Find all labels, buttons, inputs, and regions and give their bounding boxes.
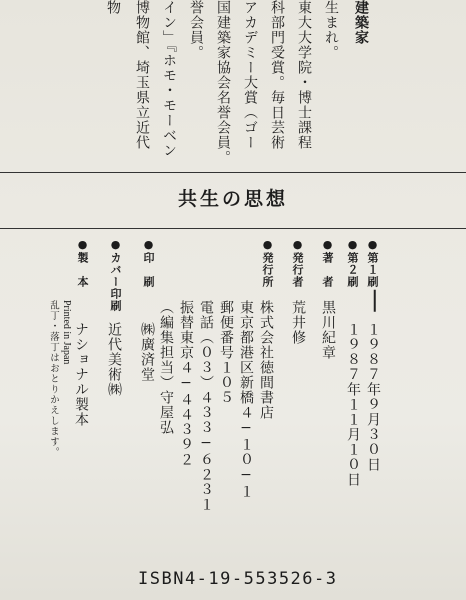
isbn: ISBN4-19-553526-3	[138, 569, 338, 589]
postal-code: 郵便番号１０５	[218, 300, 234, 405]
printed-in-japan: Printed in Japan	[61, 300, 72, 365]
editor: （編集担当）守屋弘	[158, 300, 174, 435]
printer-label: ●印 刷	[142, 238, 155, 288]
bio-line-9: 物	[105, 0, 121, 15]
second-print-label: ●第２刷	[346, 238, 359, 288]
binding-label: ●製 本	[76, 238, 89, 288]
first-print-date: １９８７年９月３０日	[365, 322, 381, 472]
bio-line-2: 東大大学院・博士課程	[296, 0, 312, 150]
divider-top	[0, 172, 466, 173]
transfer-account: 振替東京４−４４３９２	[178, 300, 194, 467]
publisher-label: ●発行者	[291, 238, 304, 288]
bio-line-1: 生まれ。	[323, 0, 339, 60]
author-name: 黒川紀章	[320, 300, 336, 360]
cover-print-label: ●カバー印刷	[109, 238, 122, 312]
publisher-name: 荒井修	[290, 300, 306, 345]
divider-bottom	[0, 228, 466, 229]
book-title: 共生の思想	[177, 188, 288, 210]
author-label: ●著 者	[321, 238, 334, 288]
cover-print-name: 近代美術㈱	[106, 322, 122, 397]
bio-line-8: 博物館、埼玉県立近代	[134, 0, 150, 150]
publishing-house-label: ●発行所	[261, 238, 274, 288]
bio-line-7: イン」『ホモ・モーベン	[161, 0, 177, 158]
phone: 電話（０３）４３３−６２３１	[198, 300, 214, 512]
second-print-date: １９８７年１１月１０日	[345, 322, 361, 487]
printer-name: ㈱廣済堂	[139, 322, 155, 382]
misprint-note: 乱丁・落丁はおとりかえします。	[48, 300, 59, 458]
bio-heading: 建築家	[353, 0, 369, 45]
first-print-label: ●第１刷	[366, 238, 379, 288]
address: 東京都港区新橋４−１０−１	[238, 300, 254, 499]
publishing-house-name: 株式会社徳間書店	[258, 300, 274, 420]
binding-name: ナショナル製本	[73, 322, 89, 427]
bio-line-3: 科部門受賞。毎日芸術	[269, 0, 285, 150]
bio-line-5: 国建築家協会名誉会員。	[215, 0, 231, 165]
bio-line-4: アカデミー大賞（ゴー	[242, 0, 258, 150]
bio-line-6: 誉会員。	[188, 0, 204, 60]
leader-1	[374, 290, 376, 312]
